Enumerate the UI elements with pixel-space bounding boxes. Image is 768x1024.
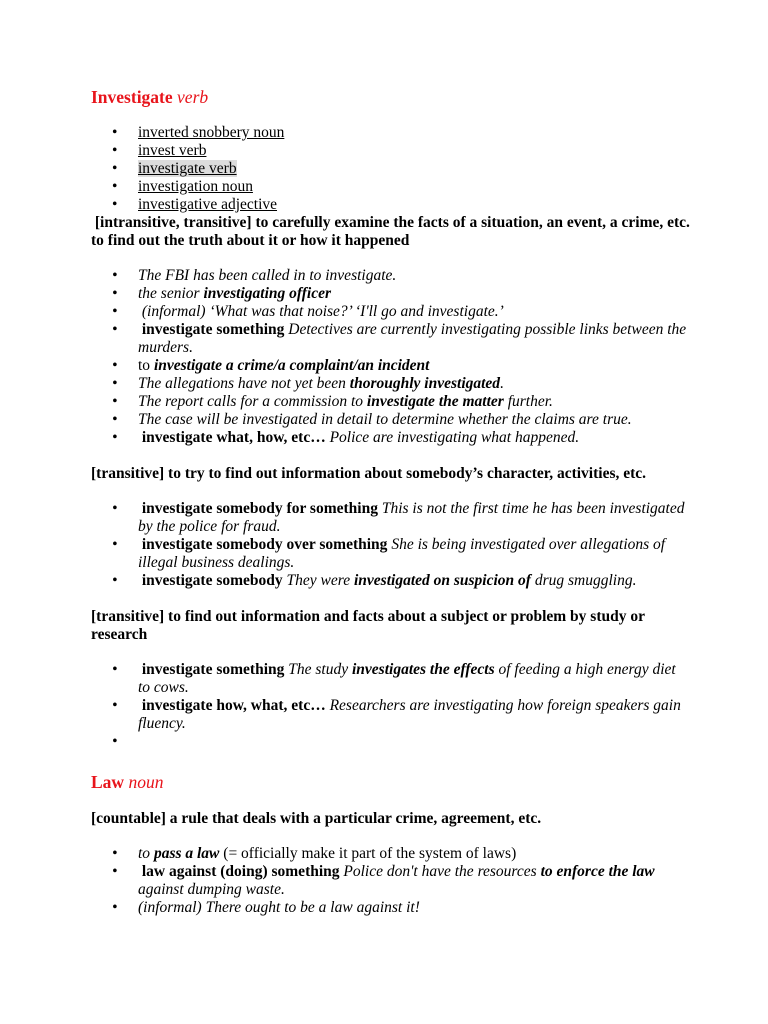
related-word-item <box>91 196 691 214</box>
example-text: The FBI has been called in to investigate. <box>138 267 397 284</box>
bullet-icon: • <box>112 661 118 678</box>
example-text: The allegations have not yet been <box>138 375 350 392</box>
example-item <box>91 429 691 447</box>
example-text: This is not the first time he has been investigated by the police for fraud. <box>138 500 685 535</box>
example-collocation: investigating officer <box>203 285 332 302</box>
related-word-link[interactable]: investigation noun <box>138 178 253 195</box>
example-text: to <box>138 357 154 374</box>
example-pattern: investigate what, how, etc… <box>141 429 326 446</box>
example-text: of feeding a high energy diet to cows. <box>138 661 676 696</box>
example-item <box>91 285 691 303</box>
sense-definition: [intransitive, transitive] to carefully examine the facts of a situation, an event, a crime, etc. to find out the truth about it or how it happened <box>91 214 694 249</box>
example-pattern: investigate something <box>141 661 285 678</box>
sense-definition: [countable] a rule that deals with a particular crime, agreement, etc. <box>91 810 542 827</box>
example-item <box>91 500 691 536</box>
sense-definition: [transitive] to find out information and facts about a subject or problem by study or research <box>91 608 645 643</box>
example-item <box>91 661 691 697</box>
bullet-icon: • <box>112 267 118 284</box>
example-list <box>91 500 691 590</box>
part-of-speech: noun <box>128 772 164 792</box>
example-text: further. <box>503 393 553 410</box>
example-item <box>91 697 691 733</box>
example-item <box>91 411 691 429</box>
example-text: The case will be investigated in detail to determine whether the claims are true. <box>138 411 632 428</box>
bullet-icon: • <box>112 142 118 159</box>
example-text: The study <box>284 661 352 678</box>
bullet-icon: • <box>112 899 118 916</box>
example-pattern: investigate somebody <box>141 572 283 589</box>
example-text: She is being investigated over allegations of illegal business dealings. <box>138 536 666 571</box>
example-text: Police don't have the resources <box>339 863 541 880</box>
bullet-icon: • <box>112 160 118 177</box>
headword: Investigate <box>91 87 173 107</box>
bullet-icon: • <box>112 124 118 141</box>
bullet-icon: • <box>112 429 118 446</box>
example-collocation: thoroughly investigated <box>349 375 501 392</box>
document-page <box>91 86 694 917</box>
example-collocation: investigates the effects <box>351 661 495 678</box>
example-item <box>91 572 691 590</box>
example-item <box>91 536 691 572</box>
example-item <box>91 303 691 321</box>
headword: Law <box>91 772 125 792</box>
part-of-speech: verb <box>177 87 209 107</box>
example-text: They were <box>282 572 354 589</box>
example-item <box>91 357 691 375</box>
example-text: to <box>138 845 154 862</box>
example-text: The report calls for a commission to <box>138 393 367 410</box>
bullet-icon: • <box>112 500 118 517</box>
entry-heading-investigate <box>91 86 691 108</box>
example-pattern: investigate somebody over something <box>141 536 388 553</box>
example-list <box>91 267 691 447</box>
example-item <box>91 321 691 357</box>
bullet-icon: • <box>112 196 118 213</box>
example-gloss: (= officially make it part of the system of laws) <box>219 845 517 862</box>
bullet-icon: • <box>112 572 118 589</box>
example-text: Police are investigating what happened. <box>325 429 580 446</box>
bullet-icon: • <box>112 845 118 862</box>
bullet-icon: • <box>112 697 118 714</box>
example-text: drug smuggling. <box>530 572 637 589</box>
related-word-item <box>91 178 691 196</box>
bullet-icon: • <box>112 285 118 302</box>
bullet-icon: • <box>112 536 118 553</box>
example-text: Researchers are investigating how foreign speakers gain fluency. <box>138 697 681 732</box>
example-pattern: investigate something <box>141 321 285 338</box>
bullet-icon: • <box>112 303 118 320</box>
bullet-icon: • <box>112 393 118 410</box>
example-collocation: investigate a crime/a complaint/an incident <box>153 357 430 374</box>
related-word-item <box>91 160 691 178</box>
bullet-icon: • <box>112 863 118 880</box>
example-item <box>91 863 691 899</box>
related-word-link[interactable]: investigative adjective <box>138 196 278 213</box>
entry-heading-law <box>91 771 691 793</box>
example-text: . <box>500 375 504 392</box>
related-word-item <box>91 124 691 142</box>
example-text: (informal) There ought to be a law against it! <box>138 899 420 916</box>
sense-definition: [transitive] to try to find out information about somebody’s character, activities, etc. <box>91 465 647 482</box>
example-item <box>91 375 691 393</box>
example-pattern: investigate somebody for something <box>141 500 378 517</box>
bullet-icon: • <box>112 411 118 428</box>
example-collocation: investigate the matter <box>366 393 504 410</box>
bullet-icon: • <box>112 357 118 374</box>
bullet-icon: • <box>112 375 118 392</box>
example-text: against dumping waste. <box>138 881 285 898</box>
related-word-link[interactable]: inverted snobbery noun <box>138 124 285 141</box>
example-item <box>91 393 691 411</box>
related-word-item <box>91 142 691 160</box>
example-pattern: law against (doing) something <box>141 863 340 880</box>
example-pattern: investigate how, what, etc… <box>141 697 326 714</box>
example-collocation: investigated on suspicion of <box>353 572 531 589</box>
related-word-link[interactable]: invest verb <box>138 142 207 159</box>
bullet-icon: • <box>112 733 118 750</box>
example-list <box>91 661 691 751</box>
bullet-icon: • <box>112 321 118 338</box>
example-text: the senior <box>138 285 204 302</box>
example-text: Detectives are currently investigating possible links between the murders. <box>138 321 687 356</box>
example-item-empty <box>91 733 691 751</box>
example-collocation: pass a law <box>153 845 220 862</box>
example-item <box>91 845 691 863</box>
example-item <box>91 899 691 917</box>
example-list <box>91 845 691 917</box>
example-item <box>91 267 691 285</box>
related-words-list <box>91 124 691 214</box>
example-collocation: to enforce the law <box>540 863 655 880</box>
related-word-link-current[interactable]: investigate verb <box>138 160 237 177</box>
example-text: (informal) ‘What was that noise?’ ‘I'll go and investigate.’ <box>138 303 504 320</box>
bullet-icon: • <box>112 178 118 195</box>
